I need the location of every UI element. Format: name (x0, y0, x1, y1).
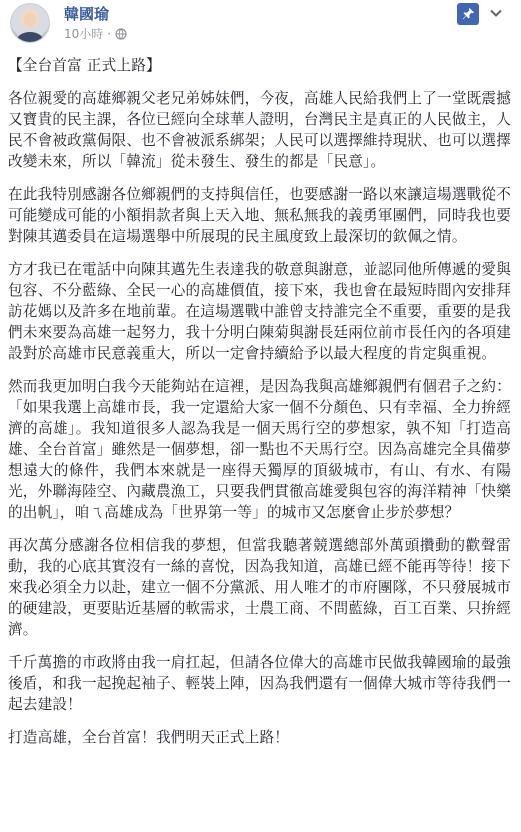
page-name-link[interactable]: 韓國瑜 (64, 5, 110, 23)
post-timestamp[interactable]: 10小時 (64, 27, 104, 41)
post-paragraph: 千斤萬擔的市政將由我一肩扛起，但請各位偉大的高雄市民做我韓國瑜的最強後盾，和我一起挽起袖子、輕裝上陣，因為我們還有一個偉大城市等待我們一起去建設！ (8, 654, 511, 713)
post-header (8, 0, 509, 48)
post-paragraph: 各位親愛的高雄鄉親父老兄弟姊妹們，今夜，高雄人民給我們上了一堂既震撼又寶貴的民主課，各位已經向全球華人證明，台灣民主是真正的人民做主，人民不會被政黨侷限、也不會被派系綁架；人民可以選擇維持現狀、也可以選擇改變未來，所以「韓流」從未發生、發生的都是「民意」。 (8, 90, 511, 170)
post-title: 【全台首富 正式上路】 (8, 57, 161, 74)
post-paragraph: 再次萬分感謝各位相信我的夢想，但當我聽著競選總部外萬頭攢動的歡聲雷動，我的心底其實沒有一絲的喜悅，因為我知道，高雄已經不能再等待！接下來我必須全力以赴，建立一個不分黨派、用人唯才的市府團隊，不只發展城市的硬建設，更要貼近基層的軟需求，士農工商、不問藍綠，百工百業、只拚經濟。 (8, 537, 511, 638)
globe-icon (115, 28, 127, 40)
post-paragraph: 方才我已在電話中向陳其邁先生表達我的敬意與謝意，並認同他所傳遞的愛與包容、不分藍綠、全民一心的高雄價值，接下來，我也會在最短時間內安排拜訪花媽以及許多在地前輩。在這場選戰中誰曾支持誰完全不重要，重要的是我們未來要為高雄一起努力，我十分明白陳菊與謝長廷兩位前市長任內的各項建設對於高雄市民意義重大，所以一定會持續給予以最大程度的肯定與重視。 (8, 261, 511, 362)
post-body (8, 55, 511, 748)
post-paragraph: 在此我特別感謝各位鄉親們的支持與信任，也要感謝一路以來讓這場選戰從不可能變成可能的小額捐款者與上天入地、無私無我的義勇軍團們，同時我也要對陳其邁委員在這場選舉中所展現的民主風度致上最深切的欽佩之情。 (8, 186, 511, 245)
pin-icon[interactable] (457, 3, 479, 25)
post-paragraph: 打造高雄，全台首富！我們明天正式上路！ (8, 729, 290, 746)
meta-separator: · (107, 26, 112, 41)
avatar[interactable] (10, 3, 50, 43)
post-meta (64, 25, 127, 42)
post-paragraph: 然而我更加明白我今天能夠站在這裡，是因為我與高雄鄉親們有個君子之約：「如果我選上高雄市長，我一定還給大家一個不分顏色、只有幸福、全力拚經濟的高雄」。我知道很多人認為我是一個天馬行空的夢想家，孰不知「打造高雄、全台首富」雖然是一個夢想，卻一點也不天馬行空。因為高雄完全具備夢想遠大的條件，我們本來就是一座得天獨厚的頂級城市，有山、有水、有陽光，外聯海陸空、內藏農漁工，只要我們貫徹高雄愛與包容的海洋精神「快樂的出帆」，咱ㄟ高雄成為「世界第一等」的城市又怎麼會止步於夢想？ (8, 378, 511, 521)
chevron-down-icon[interactable] (485, 2, 507, 24)
